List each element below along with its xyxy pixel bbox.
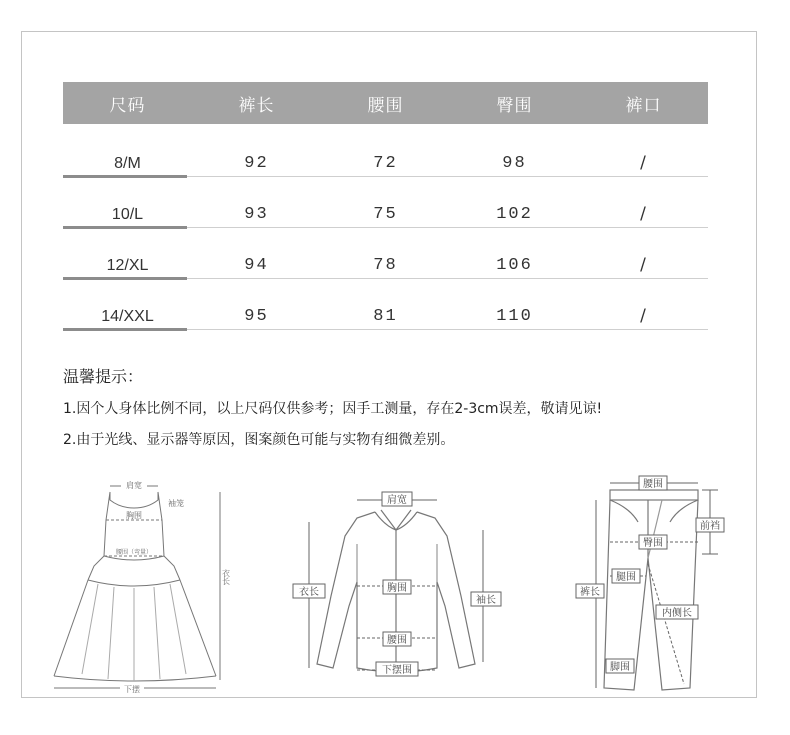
hip-cell: 102 <box>496 205 533 224</box>
leg-opening-cell: / <box>640 306 647 326</box>
leg-opening-cell: / <box>640 204 647 224</box>
dress-length-label: 衣长 <box>221 569 231 585</box>
pants-length-label: 裤长 <box>580 587 600 598</box>
pants-front-rise-label: 前裆 <box>700 521 720 532</box>
shirt-hem-label: 下摆围 <box>382 665 412 676</box>
tip-line-2: 2.由于光线、显示器等原因，图案颜色可能与实物有细微差别。 <box>63 432 455 448</box>
shirt-length-label: 衣长 <box>299 587 319 598</box>
dress-armhole-label: 袖笼 <box>168 499 184 508</box>
leg-opening-cell: / <box>640 153 647 173</box>
size-cell: 14/XXL <box>101 308 154 325</box>
hip-cell: 110 <box>496 307 533 326</box>
size-cell: 12/XL <box>106 257 149 274</box>
shirt-waist-label: 腰围 <box>387 635 407 646</box>
hip-cell: 106 <box>496 256 533 275</box>
pants-length-cell: 95 <box>244 307 269 326</box>
header-hip: 臀围 <box>496 95 533 116</box>
pants-thigh-label: 腿围 <box>616 572 636 583</box>
waist-cell: 75 <box>373 205 398 224</box>
pants-waist-label: 腰围 <box>643 479 663 490</box>
size-table-header <box>63 82 708 124</box>
dress-hem-label: 下摆 <box>124 685 140 694</box>
shirt-chest-label: 胸围 <box>387 583 407 594</box>
table-row <box>63 277 708 328</box>
waist-cell: 81 <box>373 307 398 326</box>
size-cell: 10/L <box>111 206 144 223</box>
tip-line-1: 1.因个人身体比例不同，以上尺码仅供参考；因手工测量，存在2-3cm误差，敬请见谅! <box>63 401 603 417</box>
pants-length-cell: 93 <box>244 205 269 224</box>
shirt-sleeve-label: 袖长 <box>476 595 496 606</box>
waist-cell: 72 <box>373 154 398 173</box>
hip-cell: 98 <box>502 154 527 173</box>
dress-shoulder-label: 肩宽 <box>126 481 142 490</box>
header-leg-opening: 裤口 <box>625 95 662 116</box>
shirt-shoulder-label: 肩宽 <box>387 495 407 506</box>
dress-waist-label: 腰围（弯量） <box>115 549 153 556</box>
table-row <box>63 226 708 277</box>
waist-cell: 78 <box>373 256 398 275</box>
shirt-diagram <box>287 486 507 690</box>
size-table <box>63 82 708 328</box>
header-pants-length: 裤长 <box>238 95 275 116</box>
dress-chest-label: 胸围 <box>126 511 142 520</box>
header-waist: 腰围 <box>367 95 404 116</box>
table-row <box>63 124 708 175</box>
table-row <box>63 175 708 226</box>
pants-hip-label: 臀围 <box>643 538 663 549</box>
dress-diagram <box>48 474 240 703</box>
pants-diagram <box>572 474 752 698</box>
size-cell: 8/M <box>114 155 141 172</box>
header-size: 尺码 <box>109 95 146 116</box>
pants-length-cell: 94 <box>244 256 269 275</box>
leg-opening-cell: / <box>640 255 647 275</box>
row-accent-bar <box>63 328 187 331</box>
pants-inseam-label: 内侧长 <box>662 608 692 619</box>
tips-title: 温馨提示： <box>63 367 144 386</box>
pants-length-cell: 92 <box>244 154 269 173</box>
pants-leg-opening-label: 脚围 <box>610 662 630 673</box>
